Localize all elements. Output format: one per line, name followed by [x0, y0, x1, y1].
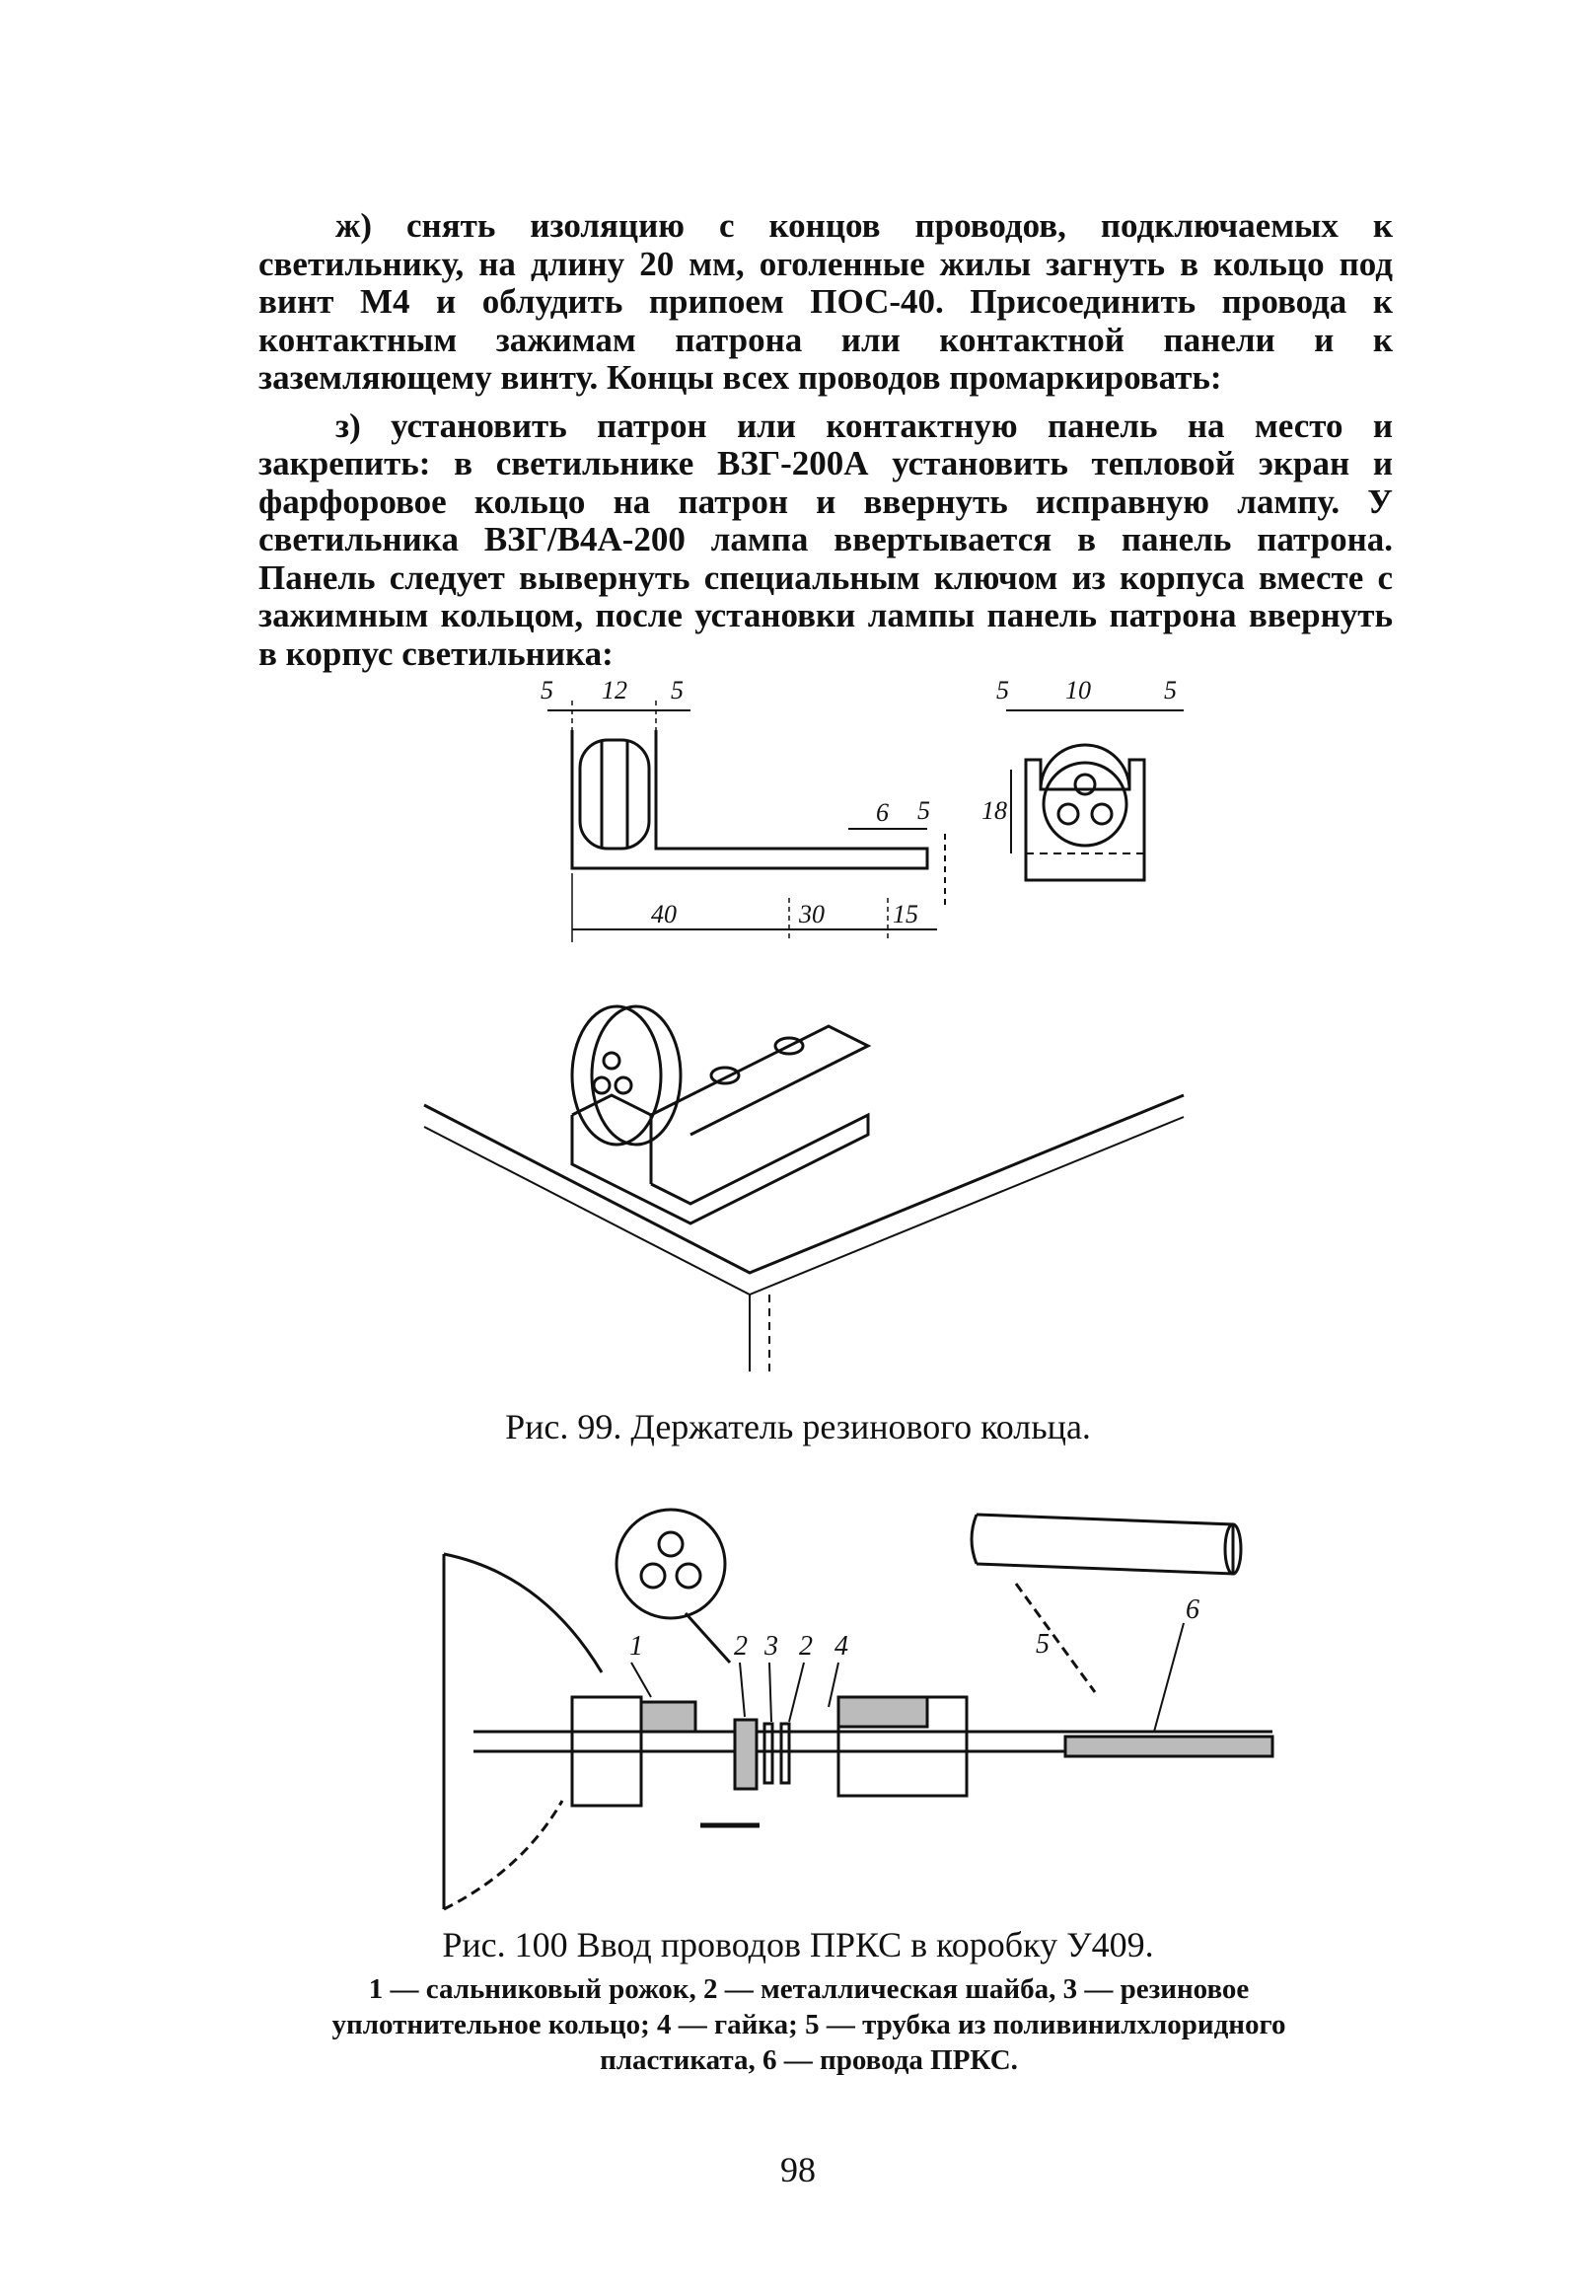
figure-100-legend: 1 — сальниковый рожок, 2 — металлическая шайба, 3 — резиновое уплотнительное кольцо; 4 — гайка; 5 — трубка из поливинилхлоридного пластиката, 6 — провода ПРКС.: [331, 1973, 1286, 2076]
dim-side-right-2: 5: [917, 796, 930, 825]
callout-1: 1: [629, 1631, 643, 1662]
callout-2a: 2: [734, 1631, 748, 1662]
callout-6: 6: [1186, 1594, 1199, 1625]
callout-3: 3: [764, 1631, 778, 1662]
dim-front-left: 18: [981, 796, 1007, 825]
figure-100-caption: Рис. 100 Ввод проводов ПРКС в коробку У409.: [442, 1925, 1154, 1964]
figure-100-drawing: [424, 1495, 1292, 1919]
dim-side-top-2: 12: [602, 676, 627, 704]
figure-99-caption: Рис. 99. Держатель резинового кольца.: [505, 1407, 1091, 1446]
paragraph-z: з) установить патрон или контактную панель на место и закрепить: в светильнике ВЗГ-200А установить тепловой экран и фарфоровое кольцо на патрон и ввернуть исправную лампу. У светильника ВЗГ/В4А-200 лампа ввертывается в панель патрона. Панель следует вывернуть специальным ключом из корпуса вместе с зажимным кольцом, после установки лампы панель патрона ввернуть в корпус светильника:: [258, 406, 1393, 673]
paragraph-zh: ж) снять изоляцию с концов проводов, подключаемых к светильнику, на длину 20 мм, оголенные жилы загнуть в кольцо под винт М4 и облудить припоем ПОС-40. Присоединить провода к контактным зажимам патрона или контактной панели и к заземляющему винту. Концы всех проводов промаркировать:: [258, 206, 1393, 397]
callout-2b: 2: [799, 1631, 813, 1662]
dim-front-top-3: 5: [1164, 676, 1177, 704]
dim-front-top-1: 5: [996, 676, 1009, 704]
callout-4: 4: [834, 1631, 848, 1662]
figure-99-drawing-isometric: [414, 977, 1203, 1391]
dim-side-top-1: 5: [541, 676, 553, 704]
page-number: 98: [780, 2150, 816, 2189]
body-text: [258, 207, 1393, 683]
dim-side-bottom-1: 40: [651, 900, 677, 928]
dim-front-top-2: 10: [1065, 676, 1091, 704]
dim-side-top-3: 5: [671, 676, 684, 704]
figure-99-drawing-dimensions: [493, 671, 1243, 957]
dim-side-right-1: 6: [876, 798, 889, 827]
dim-side-bottom-2: 30: [799, 900, 825, 928]
dim-side-bottom-3: 15: [893, 900, 918, 928]
callout-5: 5: [1036, 1629, 1050, 1660]
